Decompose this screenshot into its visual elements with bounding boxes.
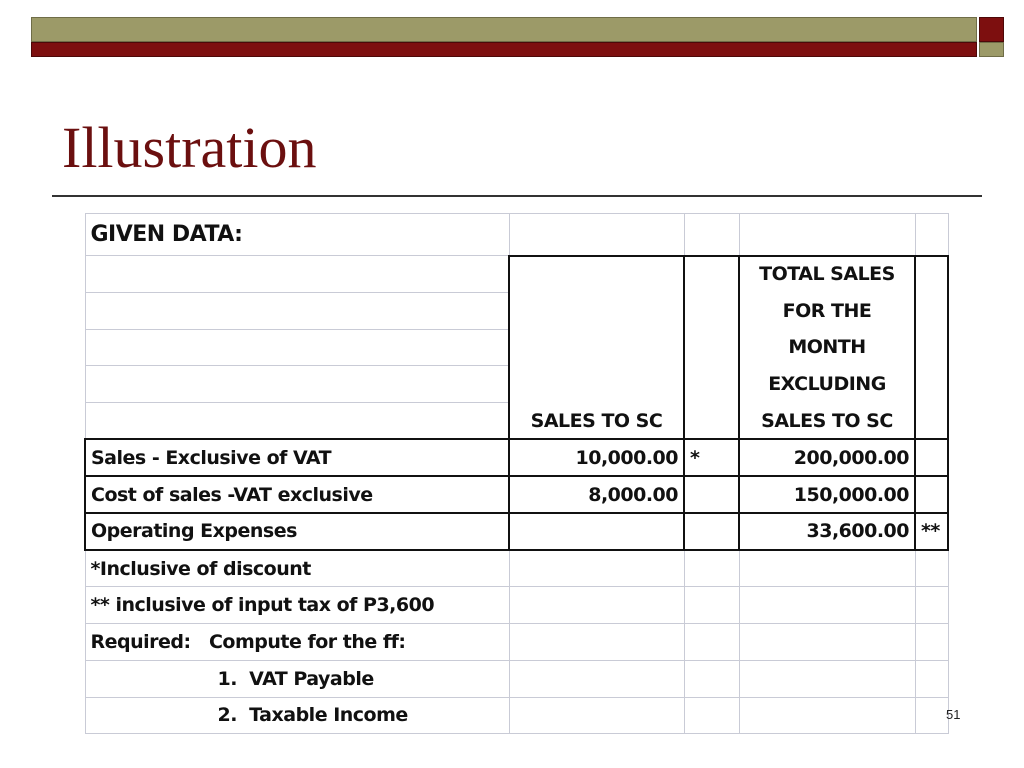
sc-value <box>509 513 684 550</box>
row-label: Operating Expenses <box>85 513 509 550</box>
total-mark: ** <box>915 513 948 550</box>
table-row <box>85 623 948 660</box>
total-header-line-3: MONTH <box>739 329 915 366</box>
slide-title: Illustration <box>62 115 317 180</box>
sc-value: 10,000.00 <box>509 439 684 476</box>
table-row <box>85 214 948 256</box>
header-square-olive <box>979 42 1004 57</box>
table-row <box>85 329 948 366</box>
page-number: 51 <box>946 707 961 722</box>
table-row <box>85 697 948 734</box>
table-row <box>85 439 948 476</box>
table-row <box>85 256 948 293</box>
required-label: Required: Compute for the ff: <box>85 623 509 660</box>
total-mark <box>915 439 948 476</box>
table-row <box>85 476 948 513</box>
total-header-line-5: SALES TO SC <box>739 403 915 440</box>
total-value: 200,000.00 <box>739 439 915 476</box>
row-label: Cost of sales -VAT exclusive <box>85 476 509 513</box>
table-row <box>85 513 948 550</box>
table-row <box>85 660 948 697</box>
header-bar-maroon <box>31 42 977 57</box>
total-header-line-1: TOTAL SALES <box>739 256 915 293</box>
header-bar-olive <box>31 17 977 42</box>
total-header-line-2: FOR THE <box>739 292 915 329</box>
note-discount: *Inclusive of discount <box>85 550 509 587</box>
title-divider <box>52 195 982 197</box>
total-value: 33,600.00 <box>739 513 915 550</box>
total-header-line-4: EXCLUDING <box>739 366 915 403</box>
total-mark <box>915 476 948 513</box>
sc-value: 8,000.00 <box>509 476 684 513</box>
table-row <box>85 550 948 587</box>
row-label: Sales - Exclusive of VAT <box>85 439 509 476</box>
given-data-table <box>84 213 949 734</box>
table-row <box>85 292 948 329</box>
sc-header: SALES TO SC <box>509 403 684 440</box>
header-square-maroon <box>979 17 1004 42</box>
sc-mark <box>684 513 739 550</box>
table-row <box>85 587 948 624</box>
note-input-tax: ** inclusive of input tax of P3,600 <box>85 587 509 624</box>
required-item-vat-payable: 1. VAT Payable <box>85 660 509 697</box>
required-item-taxable-income: 2. Taxable Income <box>85 697 509 734</box>
sc-mark <box>684 476 739 513</box>
given-data-label: GIVEN DATA: <box>85 214 509 256</box>
total-value: 150,000.00 <box>739 476 915 513</box>
table-row <box>85 366 948 403</box>
table-row <box>85 403 948 440</box>
sc-mark: * <box>684 439 739 476</box>
